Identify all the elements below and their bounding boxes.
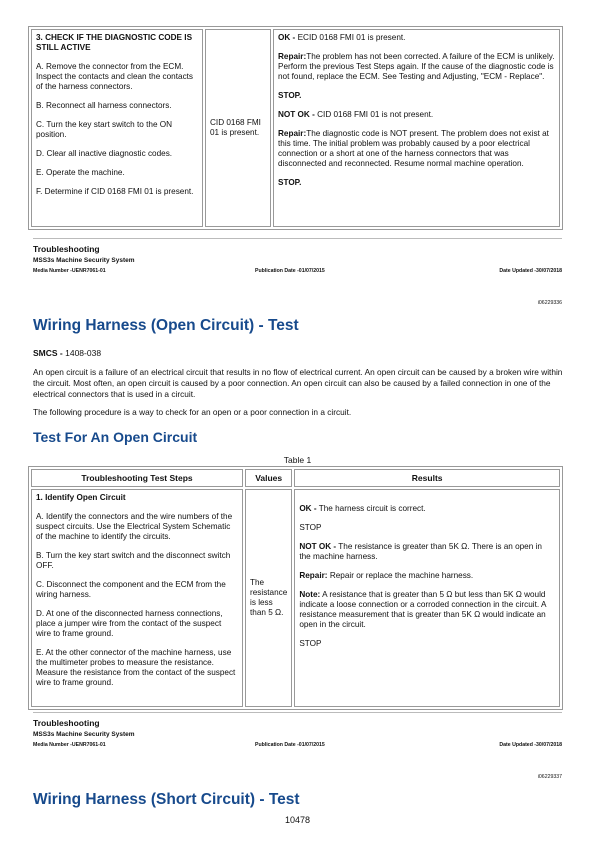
steps-cell xyxy=(31,489,243,707)
note-text: A resistance that is greater than 5 Ω but less than 5K Ω would indicate a loose connection or a corroded connection in the circuit. A resistance measurement that is greater than 5K Ω would indicate an open in the circuit. xyxy=(299,590,546,629)
step-item: C. Disconnect the component and the ECM from the wiring harness. xyxy=(36,580,226,599)
date-updated: Date Updated -30/07/2018 xyxy=(499,268,562,274)
step-item: D. Clear all inactive diagnostic codes. xyxy=(36,149,173,158)
step-title: 3. CHECK IF THE DIAGNOSTIC CODE IS STILL ACTIVE xyxy=(36,33,193,52)
stop-text: STOP xyxy=(299,639,322,648)
values-cell xyxy=(205,29,271,227)
page-number: 10478 xyxy=(284,815,311,825)
repair-label: Repair: xyxy=(278,52,307,61)
ok-text: The harness circuit is correct. xyxy=(318,504,426,513)
value-text: CID 0168 FMI 01 is present. xyxy=(210,118,261,137)
stop-text: STOP. xyxy=(278,91,302,100)
date-updated: Date Updated -30/07/2018 xyxy=(499,742,562,748)
publication-date: Publication Date -01/07/2015 xyxy=(255,268,325,274)
repair-label: Repair: xyxy=(278,129,307,138)
values-cell xyxy=(245,489,292,707)
smcs-code: 1408-038 xyxy=(65,348,102,358)
media-number: Media Number -UENR7061-01 xyxy=(33,268,106,274)
ok-text: ECID 0168 FMI 01 is present. xyxy=(297,33,406,42)
not-ok-label: NOT OK - xyxy=(278,110,315,119)
ok-label: OK - xyxy=(299,504,317,513)
footer-section: Troubleshooting xyxy=(33,718,100,728)
table-header-row xyxy=(31,469,560,487)
step-item: E. At the other connector of the machine harness, use the multimeter probes to measure the resistance. Measure the resistance from the contact of the suspect wire to frame ground. xyxy=(36,648,236,687)
step-item: A. Identify the connectors and the wire numbers of the suspect circuits. Use the Electrical System Schematic of the machine to identify the circuits. xyxy=(36,512,233,541)
step-item: B. Reconnect all harness connectors. xyxy=(36,101,172,110)
step-item: B. Turn the key start switch and the disconnect switch OFF. xyxy=(36,551,231,570)
footer-section: Troubleshooting xyxy=(33,244,100,254)
header-steps: Troubleshooting Test Steps xyxy=(31,469,243,487)
next-article-title: Wiring Harness (Short Circuit) - Test xyxy=(33,791,300,808)
not-ok-label: NOT OK - xyxy=(299,542,337,551)
footer-system: MSS3s Machine Security System xyxy=(33,731,135,738)
stop-text: STOP xyxy=(299,523,322,532)
not-ok-text: The resistance is greater than 5K Ω. There is an open in the machine harness. xyxy=(299,542,542,561)
note-label: Note: xyxy=(299,590,321,599)
step-title: 1. Identify Open Circuit xyxy=(36,493,126,502)
stop-text: STOP. xyxy=(278,178,302,187)
section-subtitle: Test For An Open Circuit xyxy=(33,429,198,445)
header-results: Results xyxy=(294,469,560,487)
step-item: A. Remove the connector from the ECM. Inspect the contacts and clean the contacts of the harness connectors. xyxy=(36,62,194,91)
repair-text: Repair or replace the machine harness. xyxy=(329,571,474,580)
step-item: E. Operate the machine. xyxy=(36,168,125,177)
separator xyxy=(33,712,562,713)
publication-date: Publication Date -01/07/2015 xyxy=(255,742,325,748)
results-cell xyxy=(294,489,560,707)
document-id: i06229336 xyxy=(537,300,562,306)
smcs-label: SMCS - xyxy=(33,348,63,358)
document-id: i06229337 xyxy=(537,774,562,780)
ok-label: OK - xyxy=(278,33,296,42)
value-text: The resistance is less than 5 Ω. xyxy=(250,578,288,617)
intro-paragraph: An open circuit is a failure of an electrical circuit that results in no flow of electrical current. An open circuit can be caused by a broken wire within the circuit. Most often, an open circuit is caused by a poor connection. An open circuit can also be caused by a failed connection in one of the electrical connectors that is used in a circuit. xyxy=(33,367,563,399)
article-title: Wiring Harness (Open Circuit) - Test xyxy=(33,317,299,334)
results-cell xyxy=(273,29,560,227)
footer-system: MSS3s Machine Security System xyxy=(33,257,135,264)
diagnostic-step-table xyxy=(28,26,563,230)
separator xyxy=(33,238,562,239)
media-number: Media Number -UENR7061-01 xyxy=(33,742,106,748)
step-item: F. Determine if CID 0168 FMI 01 is present. xyxy=(36,187,194,196)
repair-text: The diagnostic code is NOT present. The problem does not exist at this time. The initial problem was probably caused by a poor electrical connection or a short at one of the harness connectors that was disconnected and reconnected. Resume normal machine operation. xyxy=(278,129,549,168)
open-circuit-test-table xyxy=(28,466,563,710)
repair-text: The problem has not been corrected. A failure of the ECM is unlikely. Perform the previous Test Steps again. If the cause of the diagnostic code is not found, replace the ECM. See Testing and Adjusting, "ECM - Replace". xyxy=(278,52,555,81)
table-caption: Table 1 xyxy=(283,455,312,465)
procedure-paragraph: The following procedure is a way to check for an open or a poor connection in a circuit. xyxy=(33,407,352,417)
not-ok-text: CID 0168 FMI 01 is not present. xyxy=(317,110,434,119)
steps-cell xyxy=(31,29,203,227)
step-item: C. Turn the key start switch to the ON position. xyxy=(36,120,173,139)
header-values: Values xyxy=(245,469,292,487)
repair-label: Repair: xyxy=(299,571,328,580)
smcs-line xyxy=(33,348,101,358)
step-item: D. At one of the disconnected harness connections, place a jumper wire from the contact of the suspect wire to frame ground. xyxy=(36,609,223,638)
